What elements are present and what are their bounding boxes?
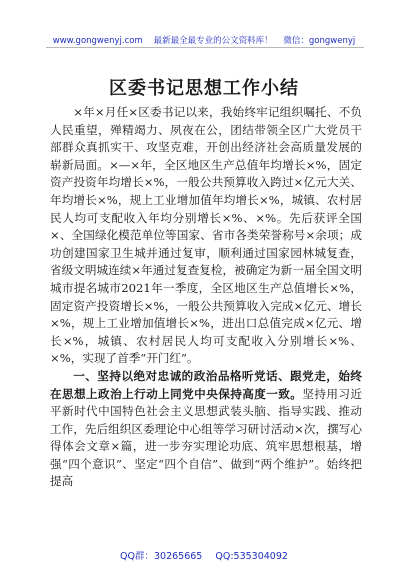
- intro-paragraph: ×年×月任×区委书记以来，我始终牢记组织嘱托、不负人民重望，殚精竭力、夙夜在公，团结带领全区广大党员干部群众真抓实干、攻坚克难，开创出经济社会高质量发展的崭新局面。×—×年，全区地区生产总值年均增长×%，固定资产投资年均增长×%，一般公共预算收入跨过×亿元大关、年均增长×%，规上工业增加值年均增长×%，城镇、农村居民人均可支配收入年均分别增长×%、×%。先后获评全国×、全国绿化模范单位等国家、省市各类荣誉称号×余项；成功创建国家卫生城并通过复审，顺利通过国家园林城复查，省级文明城连续×年通过复查复检，被确定为新一届全国文明城市提名城市2021年一季度，全区地区生产总值增长×%，固定资产投资增长×%，一般公共预算收入完成×亿元、增长×%，规上工业增加值增长×%，进出口总值完成×亿元、增长×%，城镇、农村居民人均可支配收入分别增长×%、×%，实现了首季“开门红”。: [50, 105, 362, 366]
- header-divider: [46, 47, 364, 48]
- qq-group: QQ群：30265665: [120, 551, 203, 562]
- qq-number: QQ:535304092: [215, 551, 288, 562]
- wechat-id: 微信：gongwenyj: [283, 36, 356, 46]
- site-slogan: 最新最全最专业的公文资料库！: [153, 36, 273, 46]
- section-1-text: 坚持用习近平新时代中国特色社会主义思想武装头脑、指导实践、推动工作，先后组织区委理论中心组等学习研讨活动×次，撰写心得体会文章×篇，进一步夯实理论功底、筑牢思想根基，增强“四个意识”、坚定“四个自信”、做到“两个维护”。始终把提高: [50, 386, 362, 489]
- section-1-paragraph: [50, 368, 362, 491]
- section-1-heading: 一、坚持以绝对忠诚的政治品格听党话、跟党走，始终在思想上政治上行动上同党中央保持高度一致。: [50, 368, 362, 401]
- document-body: [50, 104, 362, 491]
- site-header: [0, 34, 408, 46]
- site-url-link[interactable]: www.gongwenyj.com: [52, 36, 143, 46]
- page-footer: [0, 548, 408, 562]
- document-title: 区委书记思想工作小结: [109, 78, 299, 99]
